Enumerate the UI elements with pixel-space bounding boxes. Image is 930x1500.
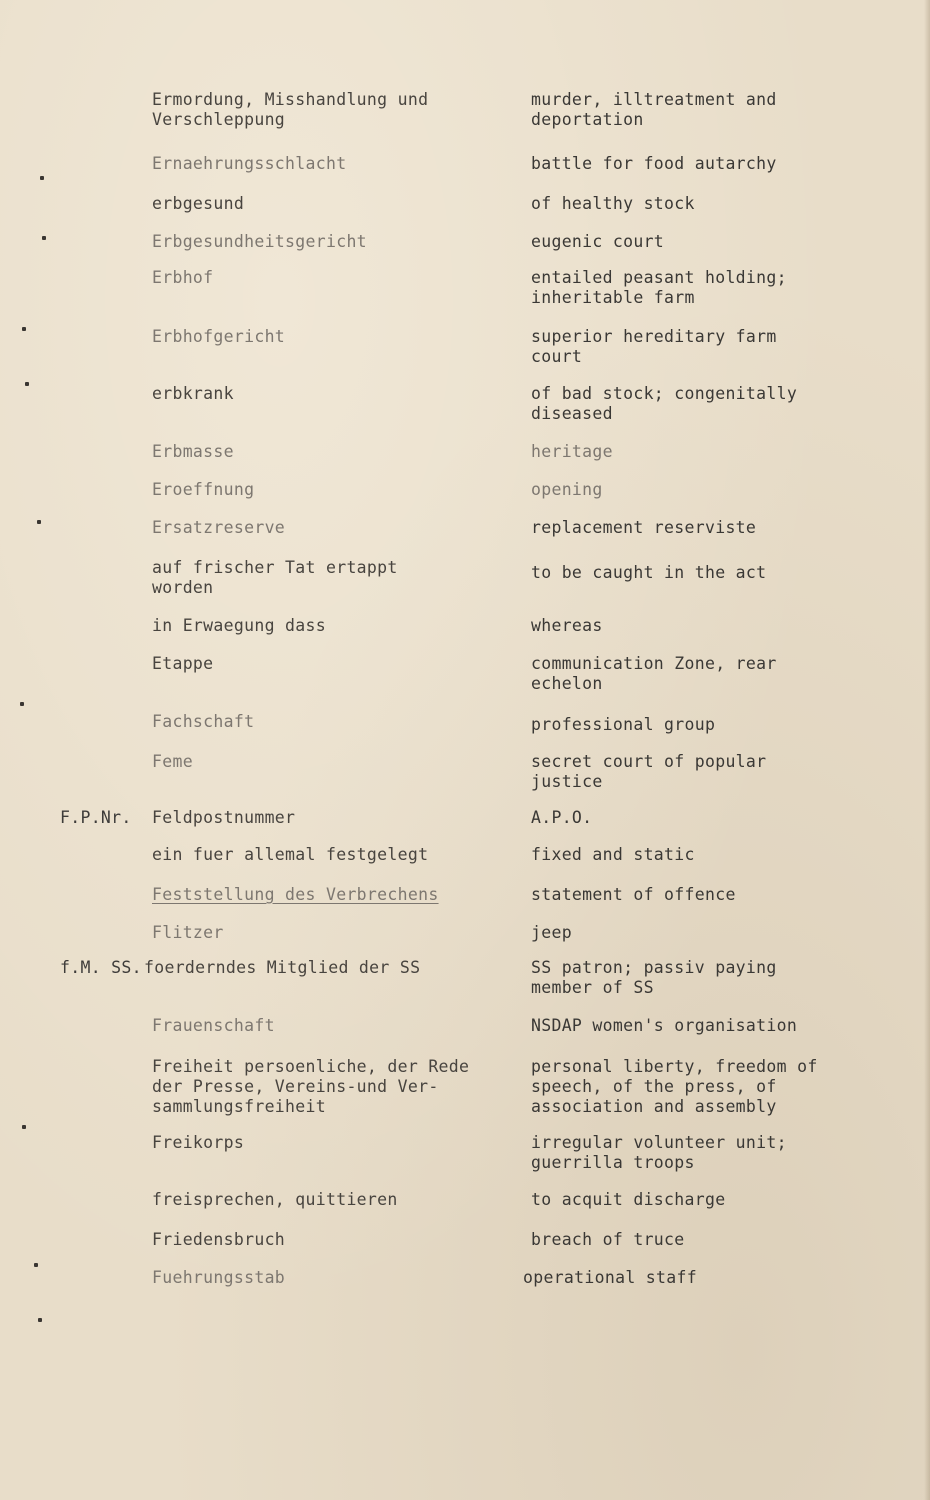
german-term: Eroeffnung [152,480,255,499]
english-translation: fixed and static [531,845,695,864]
margin-mark [25,382,29,386]
german-term: freisprechen, quittieren [152,1190,398,1209]
english-translation: statement of offence [531,885,736,904]
english-translation: professional group [531,715,716,734]
margin-mark [22,327,26,331]
margin-mark [20,702,24,706]
english-translation: jeep [531,923,572,942]
english-translation: superior hereditary farm court [531,327,777,366]
english-translation: eugenic court [531,232,665,251]
english-translation: to acquit discharge [531,1190,726,1209]
english-translation: NSDAP women's organisation [531,1016,798,1035]
abbreviation: F.P.Nr. [60,808,132,827]
english-translation: operational staff [523,1268,697,1287]
english-translation: heritage [531,442,613,461]
german-term: Feme [152,752,193,771]
margin-mark [22,1125,26,1129]
english-translation: to be caught in the act [531,563,767,582]
german-term: Erbmasse [152,442,234,461]
german-term: Ermordung, Misshandlung und Verschleppung [152,90,429,129]
german-term: erbgesund [152,194,245,213]
margin-mark [38,1318,42,1322]
english-translation: murder, illtreatment and deportation [531,90,777,129]
german-term: Frauenschaft [152,1016,275,1035]
english-translation: of bad stock; congenitally diseased [531,384,798,423]
english-translation: battle for food autarchy [531,154,777,173]
english-translation: breach of truce [531,1230,685,1249]
english-translation: personal liberty, freedom of speech, of the press, of association and assembly [531,1057,818,1116]
german-term: Fuehrungsstab [152,1268,286,1287]
english-translation: whereas [531,616,603,635]
german-term: Freikorps [152,1133,245,1152]
margin-mark [40,176,44,180]
german-term: Etappe [152,654,214,673]
german-term: Feldpostnummer [152,808,296,827]
english-translation: SS patron; passiv paying member of SS [531,958,777,997]
german-term: Erbgesundheitsgericht [152,232,367,251]
abbreviation: f.M. SS. [60,958,142,977]
margin-mark [34,1263,38,1267]
english-translation: A.P.O. [531,808,593,827]
german-term: foerderndes Mitglied der SS [144,958,421,977]
german-term: Feststellung des Verbrechens [152,885,439,904]
german-term: in Erwaegung dass [152,616,326,635]
english-translation: replacement reserviste [531,518,757,537]
german-term: Fachschaft [152,712,255,731]
german-term: ein fuer allemal festgelegt [152,845,429,864]
english-translation: irregular volunteer unit; guerrilla troops [531,1133,787,1172]
german-term: Freiheit persoenliche, der Rede der Presse, Vereins-und Ver- sammlungsfreiheit [152,1057,470,1116]
german-term: auf frischer Tat ertappt worden [152,558,398,597]
margin-mark [42,236,46,240]
german-term: Flitzer [152,923,224,942]
english-translation: of healthy stock [531,194,695,213]
german-term: Ersatzreserve [152,518,286,537]
german-term: Erbhof [152,268,214,287]
english-translation: opening [531,480,603,499]
german-term: Erbhofgericht [152,327,286,346]
german-term: erbkrank [152,384,234,403]
margin-mark [37,520,41,524]
german-term: Ernaehrungsschlacht [152,154,347,173]
english-translation: communication Zone, rear echelon [531,654,777,693]
english-translation: secret court of popular justice [531,752,767,791]
english-translation: entailed peasant holding; inheritable farm [531,268,787,307]
german-term: Friedensbruch [152,1230,286,1249]
